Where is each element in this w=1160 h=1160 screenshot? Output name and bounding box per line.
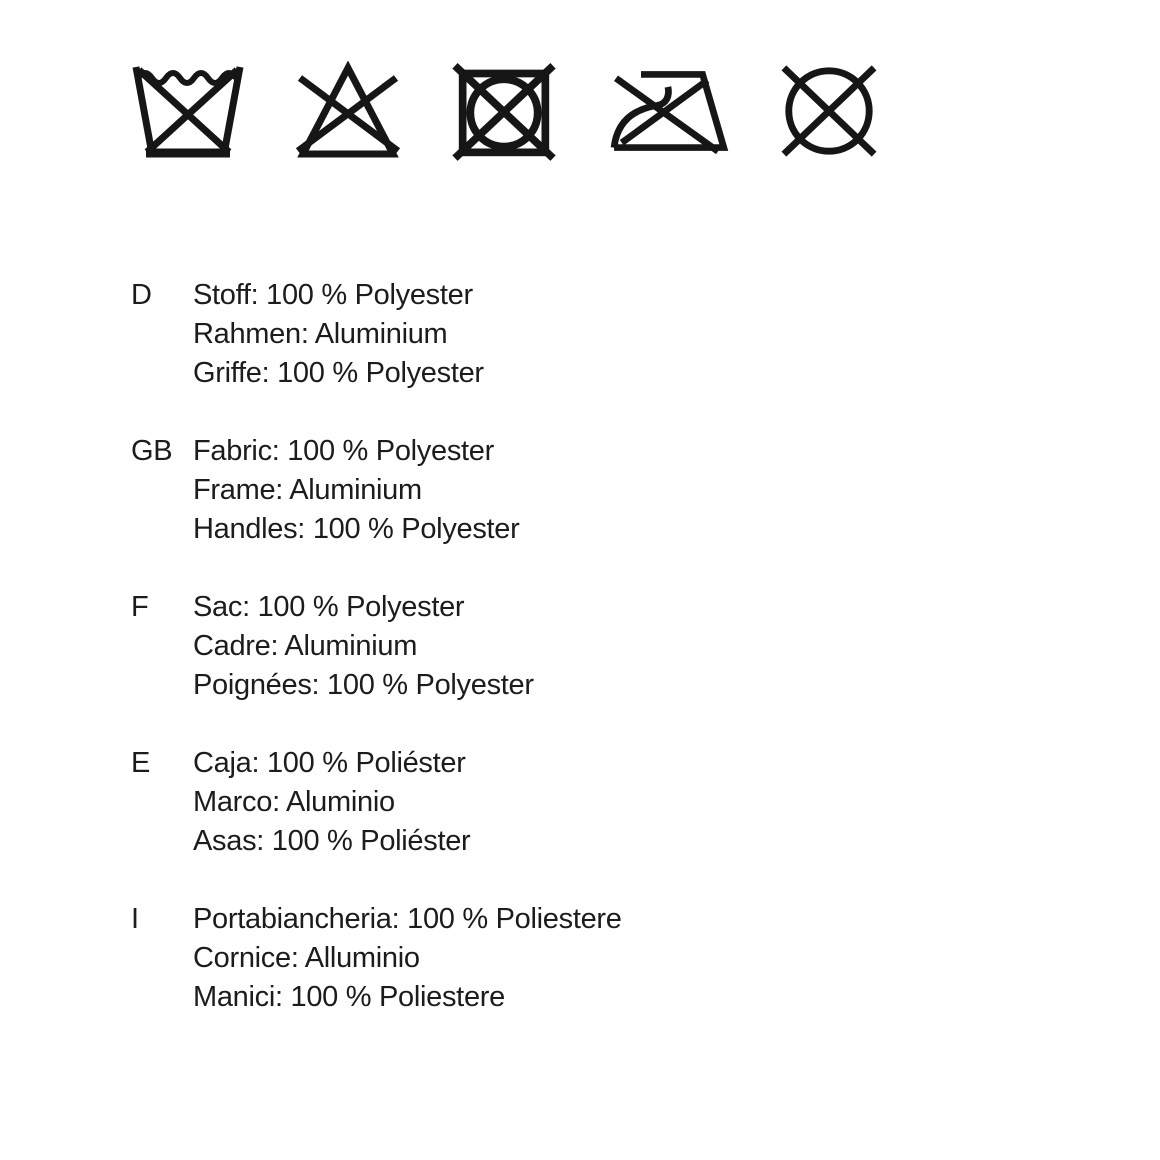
material-line: Griffe: 100 % Polyester (193, 357, 484, 389)
material-line: Sac: 100 % Polyester (193, 591, 465, 623)
material-section-de (131, 276, 622, 393)
material-section-fr (131, 588, 622, 705)
materials-list (131, 276, 622, 1056)
material-section-es (131, 744, 622, 861)
material-line: Portabiancheria: 100 % Poliestere (193, 903, 622, 935)
language-code: D (131, 279, 152, 311)
do-not-bleach-icon (292, 61, 404, 161)
material-line: Handles: 100 % Polyester (193, 513, 520, 545)
care-symbols-row (128, 60, 884, 162)
language-code: GB (131, 435, 173, 467)
material-line: Frame: Aluminium (193, 474, 422, 506)
material-section-it (131, 900, 622, 1017)
language-code: I (131, 903, 139, 935)
material-line: Caja: 100 % Poliéster (193, 747, 466, 779)
material-line: Marco: Aluminio (193, 786, 395, 818)
material-section-gb (131, 432, 622, 549)
language-code: F (131, 591, 149, 623)
material-line: Cornice: Alluminio (193, 942, 420, 974)
material-line: Cadre: Aluminium (193, 630, 418, 662)
material-line: Rahmen: Aluminium (193, 318, 448, 350)
do-not-tumble-dry-icon (448, 61, 560, 161)
material-line: Poignées: 100 % Polyester (193, 669, 534, 701)
material-line: Fabric: 100 % Polyester (193, 435, 494, 467)
material-line: Asas: 100 % Poliéster (193, 825, 471, 857)
language-code: E (131, 747, 151, 779)
material-line: Manici: 100 % Poliestere (193, 981, 505, 1013)
material-line: Stoff: 100 % Polyester (193, 279, 473, 311)
do-not-iron-icon (604, 60, 730, 162)
do-not-wash-icon (128, 61, 248, 161)
do-not-dry-clean-icon (774, 60, 884, 162)
